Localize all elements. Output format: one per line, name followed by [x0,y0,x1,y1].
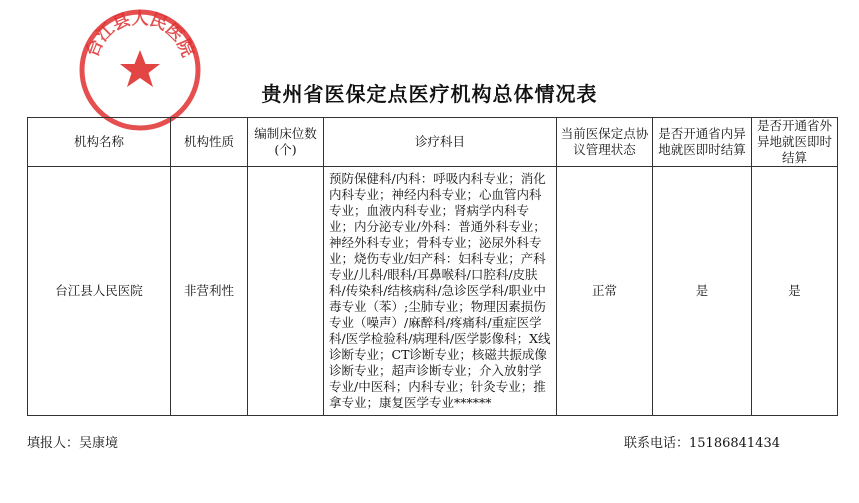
cell-beds [248,167,324,416]
cell-status: 正常 [557,167,653,416]
header-beds: 编制床位数(个) [248,118,324,167]
phone-label: 联系电话： [624,436,690,451]
institution-table [27,117,838,416]
header-status: 当前医保定点协议管理状态 [557,118,653,167]
header-nature: 机构性质 [171,118,248,167]
seal-text: 台江县人民医院 [82,8,198,61]
header-in-province: 是否开通省内异地就医即时结算 [653,118,752,167]
contact-info [624,432,780,451]
cell-nature: 非营利性 [171,167,248,416]
filler-name: 吴康境 [79,436,119,451]
hospital-seal [76,6,204,134]
table-row [28,167,838,416]
table-header-row [28,118,838,167]
filler-label: 填报人： [27,436,80,451]
header-subjects: 诊疗科目 [324,118,557,167]
cell-out-province: 是 [752,167,838,416]
header-out-province: 是否开通省外异地就医即时结算 [752,118,838,167]
filler-info [27,432,118,451]
cell-name: 台江县人民医院 [28,167,171,416]
cell-in-province: 是 [653,167,752,416]
cell-subjects: 预防保健科/内科：呼吸内科专业；消化内科专业；神经内科专业；心血管内科专业；血液内科专业；肾病学内科专业；内分泌专业/外科：普通外科专业；神经外科专业；骨科专业；泌尿外科专业；烧伤专业/妇产科：妇科专业；产科专业/儿科/眼科/耳鼻喉科/口腔科/皮肤科/传染科/结核病科/急诊医学科/职业中毒专业（苯）;尘肺专业；物理因素损伤专业（噪声）/麻醉科/疼痛科/重症医学科/医学检验科/病理科/医学影像科；X线诊断专业；CT诊断专业；核磁共振成像诊断专业；超声诊断专业；介入放射学专业/中医科；内科专业；针灸专业；推拿专业；康复医学专业****** [324,167,557,416]
page-title: 贵州省医保定点医疗机构总体情况表 [261,82,598,106]
phone-number: 15186841434 [689,436,780,451]
header-name: 机构名称 [28,118,171,167]
